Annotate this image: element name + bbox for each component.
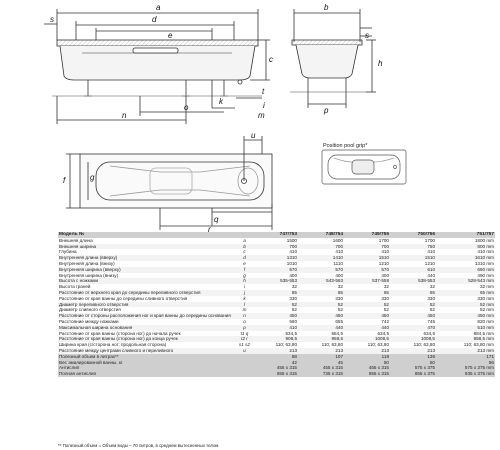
dim-label-s1: s — [365, 31, 369, 40]
dimension-key-cell: j — [236, 290, 253, 296]
end-view-drawing — [290, 9, 376, 108]
value-cell: 450 — [298, 313, 344, 319]
value-cell: 820 mm — [477, 318, 494, 324]
dimension-key-cell: c — [243, 249, 246, 255]
dimension-key-cell: m — [242, 307, 247, 313]
value-cell: 450 — [344, 313, 390, 319]
dim-label-r: r — [208, 225, 211, 232]
value-cell: 330 — [427, 295, 435, 301]
value-cell: 534,5 — [285, 330, 297, 336]
table-row — [58, 371, 495, 377]
dimension-key-cell: o — [243, 318, 246, 324]
header-cell: 751/757 — [436, 232, 495, 238]
value-cell: 52 — [337, 307, 343, 313]
value-cell: 1700 — [378, 237, 389, 243]
value-cell: 1600 — [332, 237, 343, 243]
row-label-cell: Полная антислип — [58, 371, 236, 377]
value-cell: 1210 — [378, 260, 389, 266]
value-cell: 742 — [381, 318, 389, 324]
value-cell: 65 — [344, 290, 390, 296]
value-cell: 935 x 375 mm — [436, 371, 495, 377]
value-cell: 52 — [344, 302, 390, 308]
value-cell: 410 — [381, 249, 389, 255]
value-cell: 440 — [298, 325, 344, 331]
value-cell: 510 mm — [436, 325, 495, 331]
value-cell: 570 — [298, 267, 344, 273]
value-cell: 528-543 mm — [436, 278, 495, 284]
dimension-key-cell: n — [236, 313, 253, 319]
row-label-cell: Высота граней — [59, 284, 91, 290]
dimension-key-cell: k — [243, 295, 246, 301]
dim-label-e: e — [168, 31, 173, 40]
spec-table-container — [58, 232, 495, 377]
dimension-key-cell: u — [236, 348, 253, 354]
side-view-drawing — [44, 9, 270, 124]
value-cell: 1008,5 — [390, 336, 436, 342]
dimension-key-cell — [236, 371, 253, 377]
dim-label-o: o — [184, 103, 189, 112]
value-cell: 684,5 mm — [473, 330, 494, 336]
value-cell: 535-553 — [253, 278, 298, 284]
value-cell: 958,5 — [298, 336, 344, 342]
row-label-cell: Внутренняя ширина (вверху) — [58, 267, 236, 273]
value-cell: 330 — [335, 295, 343, 301]
value-cell: 330 — [381, 295, 389, 301]
value-cell: 570 — [344, 267, 390, 273]
row-label-cell: Глубина — [59, 249, 77, 255]
header-cell: 747/753 — [253, 232, 298, 238]
value-cell: 1410 — [298, 255, 344, 261]
value-cell: 136 — [390, 354, 436, 360]
value-cell: 52 — [291, 307, 297, 313]
value-cell: 65 — [253, 290, 298, 296]
value-cell: 1700 — [424, 237, 435, 243]
value-cell: 440 — [427, 272, 435, 278]
dimension-key-cell: s1 s2 — [239, 342, 250, 348]
row-label-cell: Внутренняя длина (вверху) — [58, 255, 236, 261]
row-label-cell: Ширина края (с/сторона ног; продольная сторона) — [59, 342, 167, 348]
value-cell: 52 mm — [479, 307, 494, 313]
dimension-key-cell: t1 q — [240, 330, 249, 336]
value-cell: 65 — [390, 290, 436, 296]
dim-label-a: a — [156, 3, 161, 12]
row-label-cell: Расстояние от края ванны (сторона ног) до конца ручек — [58, 336, 236, 342]
value-cell: 110; 63,80 mm — [463, 342, 494, 348]
dimension-key-cell: b — [236, 244, 253, 250]
value-cell: 400 — [335, 272, 343, 278]
row-label-cell: Вес эмалированной ванны, кг — [58, 360, 236, 366]
value-cell: 470 — [390, 325, 436, 331]
dim-label-u: u — [251, 131, 256, 140]
value-cell: 455 x 315 — [344, 365, 390, 371]
row-label-cell: Высота с ножками — [58, 278, 236, 284]
value-cell: 118 — [344, 354, 390, 360]
value-cell: 700 — [253, 244, 298, 250]
row-label-cell: Расстояние от края ванны до середины сливного отверстия — [59, 295, 188, 301]
value-cell: 655 — [335, 318, 343, 324]
value-cell: 660 mm — [436, 267, 495, 273]
value-cell: 50 — [390, 360, 436, 366]
value-cell: 1610 mm — [436, 255, 495, 261]
spec-table — [58, 232, 495, 377]
dim-label-t: t — [262, 87, 265, 96]
dimension-key-cell: i — [243, 284, 246, 290]
row-label-cell: Расстояние от края ванны (сторона ног) до начала ручек — [59, 330, 181, 336]
row-label-cell: Расстояние от стороны расположения ног и края ванны до середины основания — [58, 313, 236, 319]
row-label-cell: Расстояние между ножками — [59, 318, 119, 324]
value-cell: 450 mm — [436, 313, 495, 319]
value-cell: 490 mm — [477, 272, 494, 278]
value-cell: 52 — [383, 307, 389, 313]
value-cell: 110; 63,80 — [413, 342, 435, 348]
row-label-cell: Диаметр переливного отверстия — [58, 302, 236, 308]
value-cell: 32 — [291, 284, 297, 290]
value-cell: 450 — [253, 313, 298, 319]
value-cell: 52 — [253, 302, 298, 308]
value-cell: 634,5 — [377, 330, 389, 336]
pool-grip-drawing — [322, 150, 406, 184]
value-cell: 88 — [253, 354, 298, 360]
value-cell: 56 — [436, 360, 495, 366]
value-cell: 543-563 — [298, 278, 344, 284]
value-cell: 570 — [253, 267, 298, 273]
value-cell: 50 — [344, 360, 390, 366]
value-cell: 538-553 — [390, 278, 436, 284]
value-cell: 32 — [383, 284, 389, 290]
dimension-key-cell: p — [236, 325, 253, 331]
value-cell: 575 x 375 — [390, 365, 436, 371]
value-cell: 655 x 315 — [253, 371, 298, 377]
dim-label-c: c — [269, 55, 273, 64]
footnote: ** Полезный объем = Объем воды – 70 литров, в среднем вытесненных телом — [58, 443, 219, 448]
value-cell: 440 — [344, 325, 390, 331]
header-cell: 749/755 — [344, 232, 390, 238]
header-cell: Модель № — [58, 232, 236, 238]
dimension-key-cell: t2 r — [236, 336, 253, 342]
dimension-key-cell: d — [236, 255, 253, 261]
value-cell: 700 — [298, 244, 344, 250]
dimension-key-cell: e — [243, 260, 246, 266]
dimension-key-cell: f — [236, 267, 253, 273]
value-cell: 958,5 mm — [436, 336, 495, 342]
row-label-cell: Внешняя длина — [59, 237, 93, 243]
value-cell: 455 x 315 — [253, 365, 298, 371]
value-cell: 1310 — [253, 255, 298, 261]
row-label-cell: Антислип — [58, 365, 236, 371]
dim-label-h: h — [378, 59, 383, 68]
top-view-drawing — [66, 136, 272, 230]
value-cell: 52 — [390, 302, 436, 308]
value-cell: 213 mm — [436, 348, 495, 354]
value-cell: 52 — [429, 307, 435, 313]
dimension-key-cell: a — [243, 237, 246, 243]
value-cell: 800 mm — [436, 244, 495, 250]
value-cell: 410 — [289, 249, 297, 255]
value-cell: 410 — [335, 249, 343, 255]
value-cell: 855 x 315 — [344, 371, 390, 377]
dim-label-d: d — [152, 15, 157, 24]
value-cell: 450 — [390, 313, 436, 319]
value-cell: 750 — [390, 244, 436, 250]
value-cell: 213 — [298, 348, 344, 354]
row-label-cell: Расстояние между центрами сливного и переливного — [58, 348, 236, 354]
value-cell: 1010 — [286, 260, 297, 266]
value-cell: 213 — [253, 348, 298, 354]
dim-label-p: p — [324, 106, 329, 115]
value-cell: 560 — [289, 318, 297, 324]
dim-label-k: k — [219, 97, 223, 106]
value-cell: 171 — [436, 354, 495, 360]
value-cell: 1210 — [424, 260, 435, 266]
value-cell: 575 x 375 mm — [436, 365, 495, 371]
value-cell: 1500 — [286, 237, 297, 243]
value-cell: 1800 mm — [474, 237, 494, 243]
header-cell: 748/754 — [298, 232, 344, 238]
dimension-key-cell: g — [243, 272, 246, 278]
value-cell: 855 x 375 — [390, 371, 436, 377]
dim-label-n: n — [122, 111, 127, 120]
value-cell: 213 — [390, 348, 436, 354]
value-cell: 213 — [344, 348, 390, 354]
dimension-key-cell: h — [236, 278, 253, 284]
value-cell: 32 — [337, 284, 343, 290]
row-label-cell: Расстояние от верхнего края до середины переливного отверстия — [58, 290, 236, 296]
value-cell: 634,5 — [423, 330, 435, 336]
pool-grip-caption: Position pool grip* — [323, 143, 368, 149]
dim-label-i: i — [263, 101, 265, 110]
value-cell: 330 — [289, 295, 297, 301]
row-label-cell: Внутренняя ширина (внизу) — [59, 272, 119, 278]
row-label-cell: Внешняя ширина — [58, 244, 236, 250]
value-cell: 1310 mm — [474, 260, 494, 266]
value-cell: 1110 — [333, 260, 343, 266]
dim-label-g: g — [90, 173, 95, 182]
value-cell: 110; 63,80 — [367, 342, 389, 348]
value-cell: 537-558 — [344, 278, 390, 284]
dim-label-m: m — [258, 111, 265, 120]
value-cell: 42 — [253, 360, 298, 366]
row-label-cell: Диаметр сливного отверстия — [59, 307, 121, 313]
value-cell: 745 — [427, 318, 435, 324]
dim-label-s2: s — [50, 15, 54, 24]
value-cell: 1510 — [344, 255, 390, 261]
value-cell: 52 mm — [436, 302, 495, 308]
value-cell: 110; 63,80 — [275, 342, 297, 348]
dim-label-q: q — [214, 215, 219, 224]
value-cell: 330 mm — [477, 295, 494, 301]
value-cell: 107 — [298, 354, 344, 360]
dim-label-b: b — [324, 3, 329, 12]
value-cell: 410 — [253, 325, 298, 331]
value-cell: 410 — [427, 249, 435, 255]
value-cell: 455 x 315 — [298, 365, 344, 371]
header-cell: 750/756 — [390, 232, 436, 238]
value-cell: 610 — [390, 267, 436, 273]
value-cell: 908,5 — [253, 336, 298, 342]
value-cell: 700 — [344, 244, 390, 250]
value-cell: 110; 63,80 — [321, 342, 343, 348]
value-cell: 65 mm — [436, 290, 495, 296]
value-cell: 584,5 — [331, 330, 343, 336]
dim-label-f: f — [63, 176, 66, 185]
value-cell: 410 mm — [477, 249, 494, 255]
value-cell: 52 — [298, 302, 344, 308]
row-label-cell: Максимальная ширина основания — [58, 325, 236, 331]
value-cell: 400 — [289, 272, 297, 278]
row-label-cell: Внутренняя длина (внизу) — [59, 260, 115, 266]
value-cell: 32 mm — [479, 284, 494, 290]
value-cell: 32 — [429, 284, 435, 290]
row-label-cell: Полезный объем в литрах** — [58, 354, 236, 360]
value-cell: 45 — [298, 360, 344, 366]
value-cell: 1510 — [390, 255, 436, 261]
dimension-key-cell: l — [236, 302, 253, 308]
value-cell: 400 — [381, 272, 389, 278]
value-cell: 65 — [298, 290, 344, 296]
value-cell: 735 x 315 — [298, 371, 344, 377]
value-cell: 1008,5 — [344, 336, 390, 342]
